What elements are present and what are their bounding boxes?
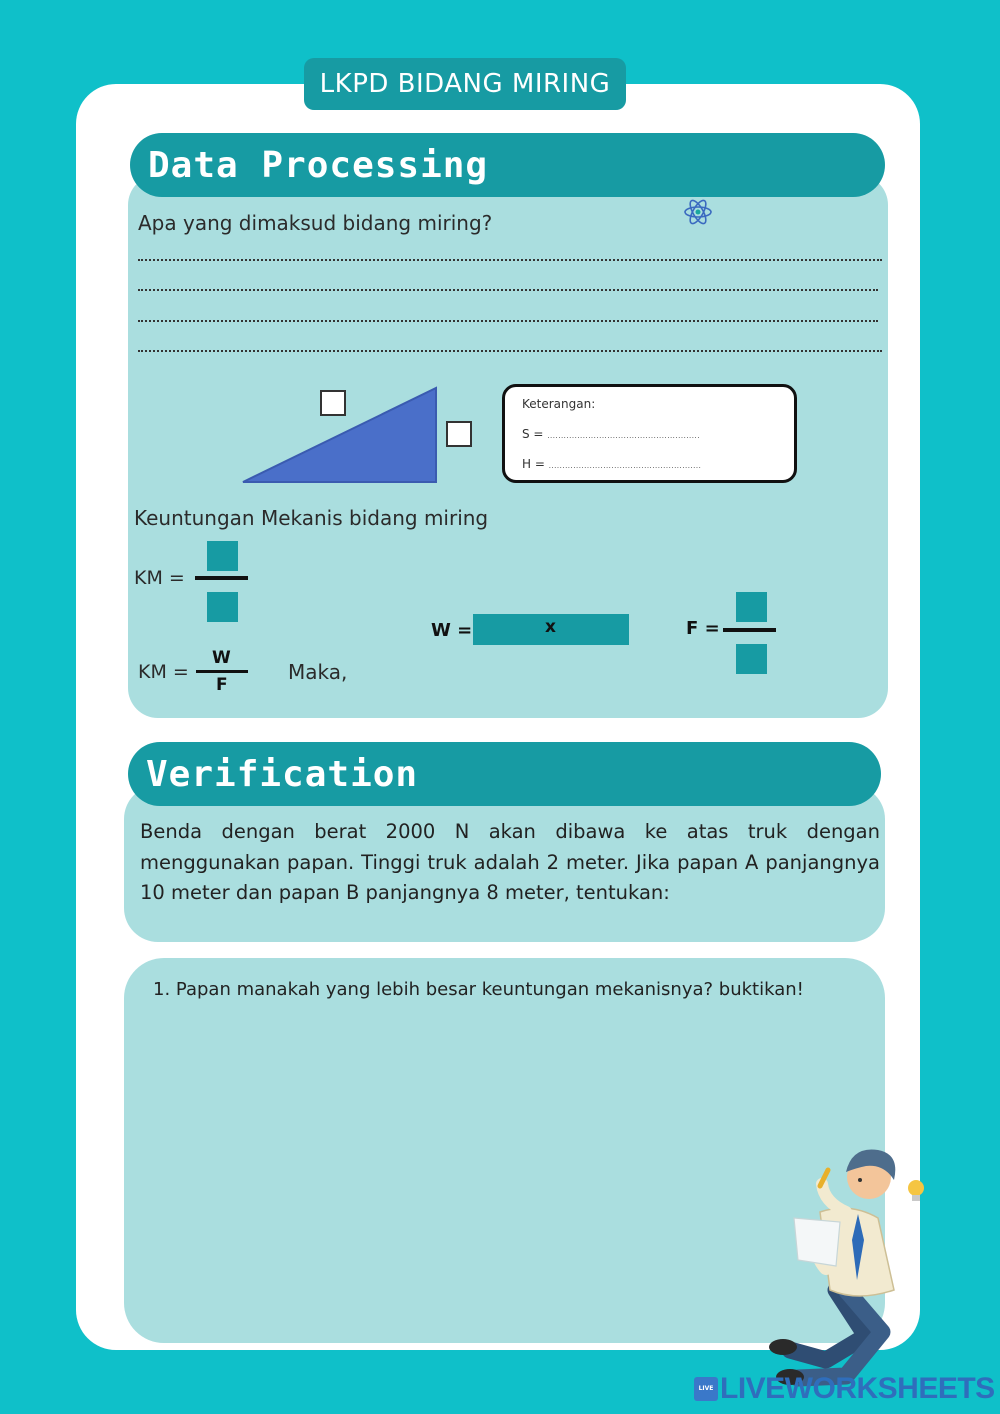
km-wf-numerator: W [212,648,231,668]
verification-heading: Verification [128,742,881,806]
legend-box [502,384,797,483]
w-times-sign: x [545,617,556,637]
f-numerator-box[interactable] [736,592,767,622]
legend-h-row [522,457,701,471]
question-1 [153,979,804,1000]
answer-line-2[interactable] [138,289,878,291]
legend-h-label: H = [522,457,549,471]
answer-line-3[interactable] [138,320,878,322]
f-fraction-bar [723,628,776,632]
legend-s-row [522,427,700,441]
liveworksheets-badge: LIVE [694,1377,718,1401]
question-1-answer-area[interactable] [150,1015,750,1315]
answer-line-4[interactable] [138,350,882,352]
legend-title: Keterangan: [522,397,596,411]
w-formula-label: W = [431,620,473,641]
slope-answer-box[interactable] [320,390,346,416]
question-1-text: Papan manakah yang lebih besar keuntungan mekanisnya? buktikan! [175,979,804,1000]
height-answer-box[interactable] [446,421,472,447]
data-processing-heading: Data Processing [130,133,885,197]
km-denominator-box[interactable] [207,592,238,622]
km-formula-label: KM = [134,567,185,589]
km-wf-fraction-bar [196,670,248,673]
f-formula-label: F = [686,618,720,639]
student-illustration [728,1140,938,1390]
km-wf-label: KM = [138,661,189,683]
maka-label: Maka, [288,660,348,684]
km-title: Keuntungan Mekanis bidang miring [134,506,489,530]
f-denominator-box[interactable] [736,644,767,674]
worksheet-title: LKPD BIDANG MIRING [304,58,626,110]
legend-h-blank[interactable]: ........................................................ [548,462,702,470]
km-wf-denominator: F [216,675,228,695]
liveworksheets-logo[interactable]: LIVEWORKSHEETS [720,1372,995,1405]
question-text: Apa yang dimaksud bidang miring? [138,211,493,235]
legend-s-label: S = [522,427,548,441]
km-numerator-box[interactable] [207,541,238,571]
km-fraction-bar [195,576,248,580]
answer-line-1[interactable] [138,259,882,261]
legend-s-blank[interactable]: ........................................................ [547,432,700,440]
atom-icon [682,197,714,227]
verification-problem: Benda dengan berat 2000 N akan dibawa ke atas truk dengan menggunakan papan. Tinggi truk adalah 2 meter. Jika papan A panjangnya 10 meter dan papan B panjangnya 8 meter, tentukan: [140,820,880,904]
question-1-number: 1. [153,979,171,1000]
